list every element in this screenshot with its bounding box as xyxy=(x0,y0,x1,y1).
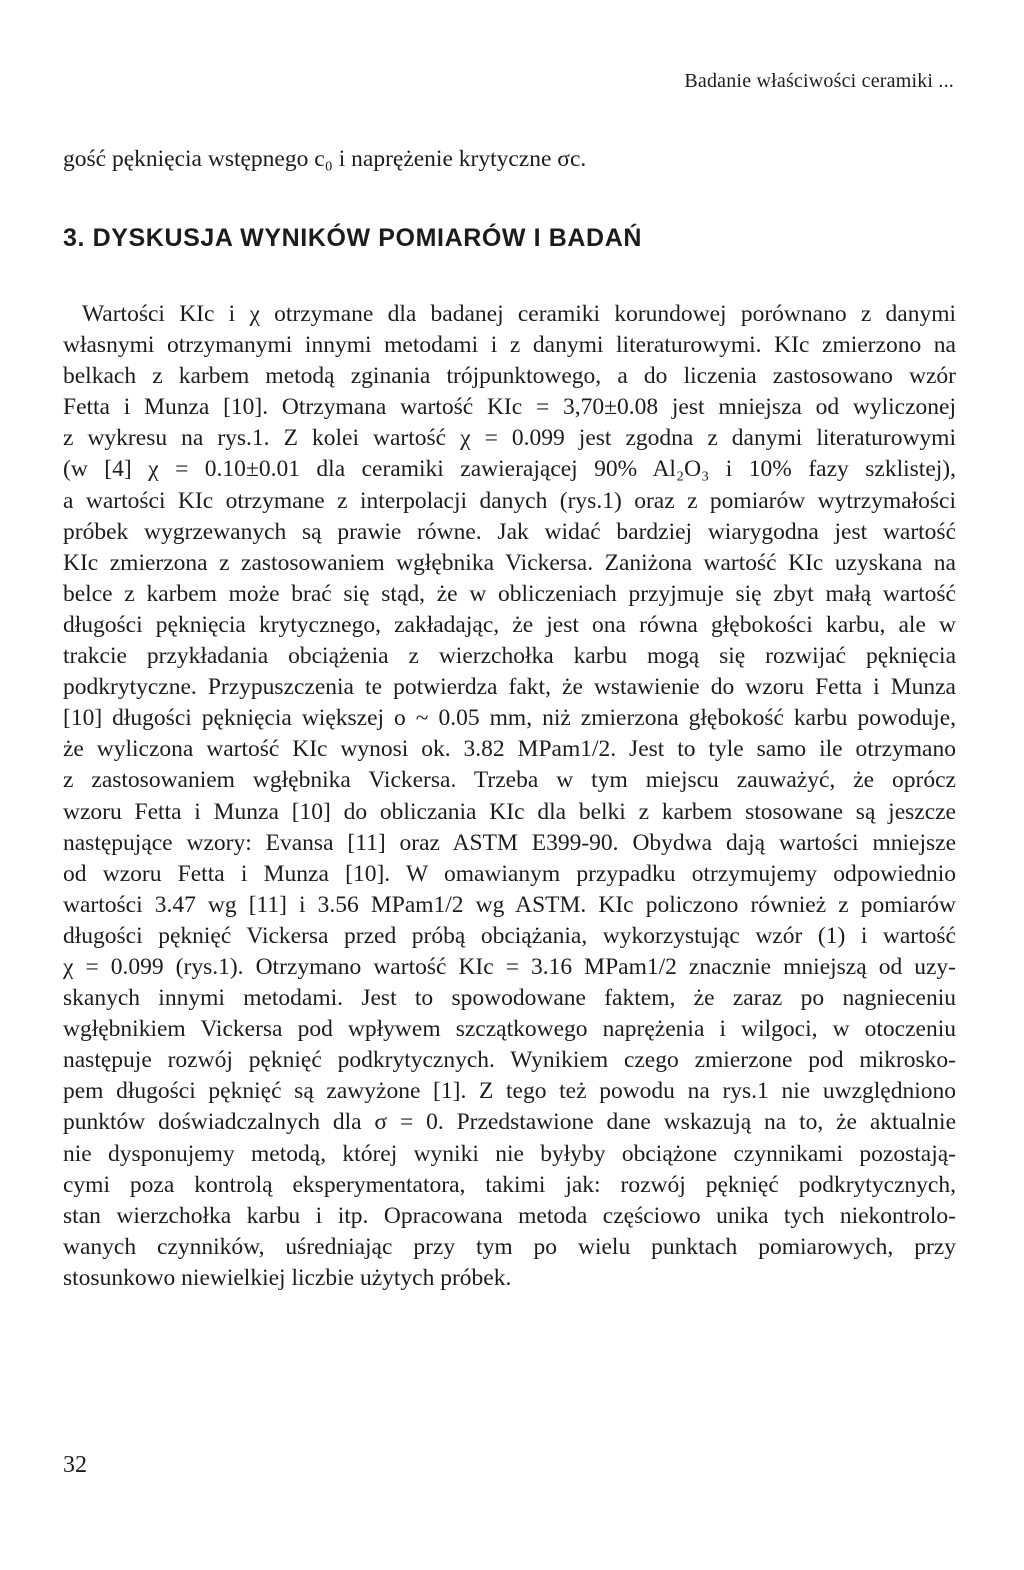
paragraph-line: próbek wygrzewanych są prawie równe. Jak widać bardziej wiarygodna jest wartość xyxy=(63,518,956,545)
paragraph-line: długości pęknięcia krytycznego, zakładając, że jest ona równa głębokości karbu, ale w xyxy=(63,611,956,638)
paragraph-line: stosunkowo niewielkiej liczbie użytych próbek. xyxy=(63,1264,512,1291)
body-paragraph xyxy=(63,299,956,1294)
paragraph-line: z wykresu na rys.1. Z kolei wartość χ = 0.099 jest zgodna z danymi literaturowymi xyxy=(63,425,956,452)
paragraph-line: długości pęknięć Vickersa przed próbą obciążania, wykorzystując wzór (1) i wartość xyxy=(63,922,956,949)
paragraph-line: punktów doświadczalnych dla σ = 0. Przedstawione dane wskazują na to, że aktualnie xyxy=(63,1109,956,1136)
paragraph-line: nie dysponujemy metodą, której wyniki nie byłyby obciążone czynnikami pozostają- xyxy=(63,1140,956,1167)
paragraph-line: własnymi otrzymanymi innymi metodami i z danymi literaturowymi. KIc zmierzono na xyxy=(63,332,956,359)
page-number: 32 xyxy=(63,1452,87,1478)
running-header: Badanie właściwości ceramiki ... xyxy=(684,70,954,92)
paragraph-line: KIc zmierzona z zastosowaniem wgłębnika Vickersa. Zaniżona wartość KIc uzyskana na xyxy=(63,549,956,576)
paragraph-line: skanych innymi metodami. Jest to spowodowane faktem, że zaraz po nagnieceniu xyxy=(63,985,956,1012)
paragraph-line: następuje rozwój pęknięć podkrytycznych. Wynikiem czego zmierzone pod mikrosko- xyxy=(63,1047,956,1074)
intro-line: gość pęknięcia wstępnego c₀ i naprężenie krytyczne σc. xyxy=(63,146,587,172)
paragraph-line: wzoru Fetta i Munza [10] do obliczania KIc dla belki z karbem stosowane są jeszcze xyxy=(63,798,956,825)
paragraph-line: że wyliczona wartość KIc wynosi ok. 3.82 MPam1/2. Jest to tyle samo ile otrzymano xyxy=(63,736,956,763)
paragraph-line: wartości 3.47 wg [11] i 3.56 MPam1/2 wg ASTM. KIc policzono również z pomiarów xyxy=(63,891,956,918)
paragraph-line: (w [4] χ = 0.10±0.01 dla ceramiki zawierającej 90% Al₂O₃ i 10% fazy szklistej), xyxy=(63,456,956,483)
paragraph-line: belce z karbem może brać się stąd, że w obliczeniach przyjmuje się zbyt małą wartość xyxy=(63,580,956,607)
section-heading: 3. DYSKUSJA WYNIKÓW POMIARÓW I BADAŃ xyxy=(63,224,643,252)
paragraph-line: Wartości KIc i χ otrzymane dla badanej ceramiki korundowej porównano z danymi xyxy=(82,301,956,327)
paragraph-line: cymi poza kontrolą eksperymentatora, takimi jak: rozwój pęknięć podkrytycznych, xyxy=(63,1171,956,1198)
paragraph-line: następujące wzory: Evansa [11] oraz ASTM E399-90. Obydwa dają wartości mniejsze xyxy=(63,829,956,856)
paragraph-line: podkrytyczne. Przypuszczenia te potwierdza fakt, że wstawienie do wzoru Fetta i Munza xyxy=(63,674,956,701)
paragraph-line: Fetta i Munza [10]. Otrzymana wartość KIc = 3,70±0.08 jest mniejsza od wyliczonej xyxy=(63,394,956,421)
intro-text xyxy=(63,144,956,175)
paragraph-line: stan wierzchołka karbu i itp. Opracowana metoda częściowo unika tych niekontrolo- xyxy=(63,1202,956,1229)
paragraph-line: pem długości pęknięć są zawyżone [1]. Z tego też powodu na rys.1 nie uwzględniono xyxy=(63,1078,956,1105)
paragraph-line: z zastosowaniem wgłębnika Vickersa. Trzeba w tym miejscu zauważyć, że oprócz xyxy=(63,767,956,794)
paragraph-line: wgłębnikiem Vickersa pod wpływem szczątkowego naprężenia i wilgoci, w otoczeniu xyxy=(63,1016,956,1043)
paragraph-line: [10] długości pęknięcia większej o ~ 0.05 mm, niż zmierzona głębokość karbu powoduje, xyxy=(63,705,956,732)
paragraph-line: belkach z karbem metodą zginania trójpunktowego, a do liczenia zastosowano wzór xyxy=(63,363,956,390)
paragraph-line: od wzoru Fetta i Munza [10]. W omawianym przypadku otrzymujemy odpowiednio xyxy=(63,860,956,887)
paragraph-line: a wartości KIc otrzymane z interpolacji danych (rys.1) oraz z pomiarów wytrzymałości xyxy=(63,487,956,514)
paragraph-line: wanych czynników, uśredniając przy tym po wielu punktach pomiarowych, przy xyxy=(63,1233,956,1260)
paragraph-line: trakcie przykładania obciążenia z wierzchołka karbu mogą się rozwijać pęknięcia xyxy=(63,643,956,670)
paragraph-line: χ = 0.099 (rys.1). Otrzymano wartość KIc = 3.16 MPam1/2 znacznie mniejszą od uzy- xyxy=(63,953,956,980)
